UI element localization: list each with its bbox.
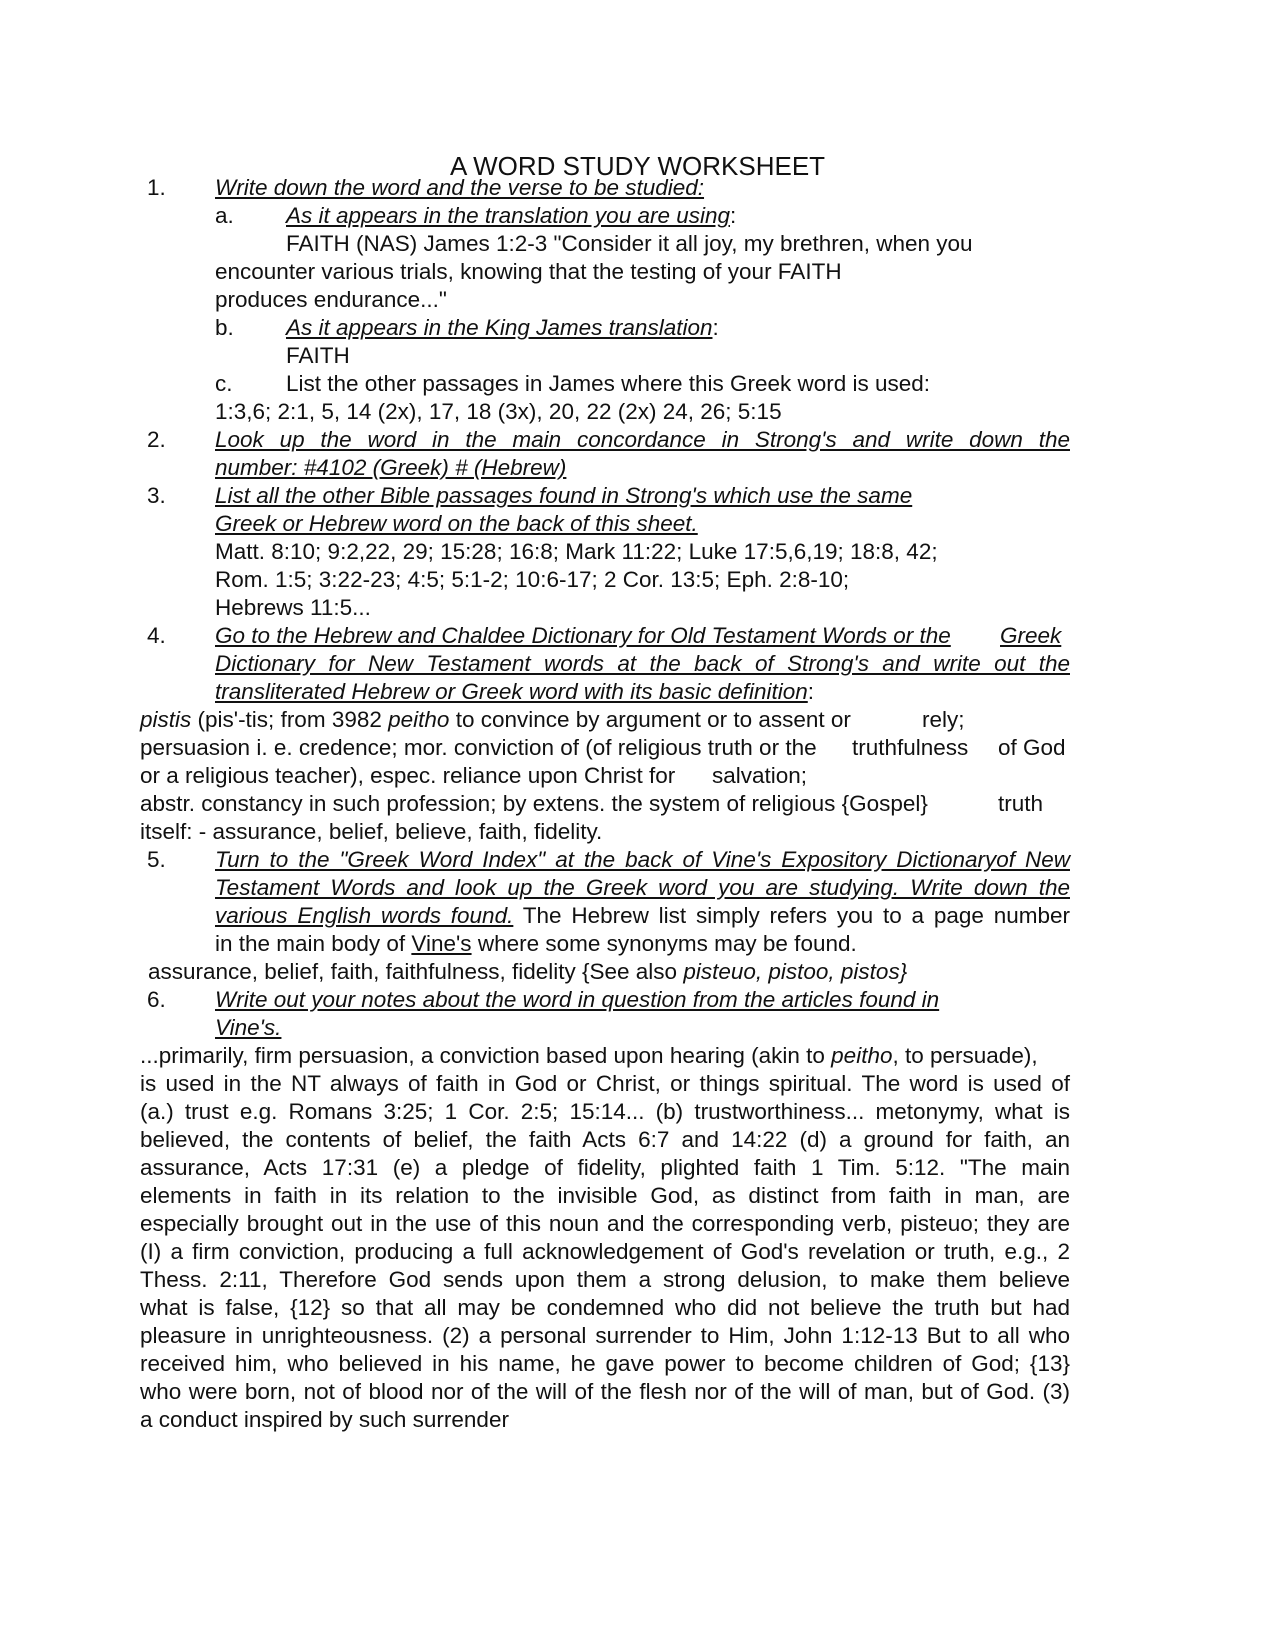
section-5-words-text: assurance, belief, faith, faithfulness, fidelity {See also <box>148 959 684 984</box>
definition-root-word: peitho <box>388 707 450 732</box>
section-1a-heading-text: As it appears in the translation you are using <box>286 203 731 228</box>
notes-line-5: assurance, Acts 17:31 (e) a pledge of fidelity, plighted faith 1 Tim. 5:12. "The main <box>140 1155 1070 1180</box>
section-1c-heading: List the other passages in James where this Greek word is used: <box>286 371 931 396</box>
section-1a-colon: : <box>730 203 737 228</box>
section-1b-colon: : <box>712 315 719 340</box>
section-3-line-2: Greek or Hebrew word on the back of this sheet. <box>215 511 698 536</box>
section-1-heading: Write down the word and the verse to be studied: <box>215 175 705 200</box>
section-1b-heading-text: As it appears in the King James translation <box>286 315 713 340</box>
section-5-line-2: Testament Words and look up the Greek word you are studying. Write down the <box>215 875 1070 900</box>
section-6-number: 6. <box>147 987 166 1012</box>
section-4-line-3-colon: : <box>807 679 815 704</box>
section-2-line-1: Look up the word in the main concordance in Strong's and write down the <box>215 427 1070 452</box>
definition-word: pistis <box>140 707 192 732</box>
notes-line-1-text: ...primarily, firm persuasion, a conviction based upon hearing (akin to <box>140 1043 832 1068</box>
section-1c-letter: c. <box>215 371 233 396</box>
page-title: A WORD STUDY WORKSHEET <box>449 151 826 181</box>
section-4-number: 4. <box>147 623 166 648</box>
definition-line-2-end: of God <box>998 735 1066 760</box>
section-5-line-4 <box>215 930 857 958</box>
section-6-line-1: Write out your notes about the word in question from the articles found in <box>215 987 940 1012</box>
section-3-line-1: List all the other Bible passages found in Strong's which use the same <box>215 483 913 508</box>
notes-line-1 <box>140 1042 1038 1070</box>
notes-line-8: (I) a firm conviction, producing a full acknowledgement of God's revelation or truth, e.g., 2 <box>140 1239 1070 1264</box>
section-2-line-2: number: #4102 (Greek) # (Hebrew) <box>215 455 567 480</box>
section-5-line-1: Turn to the "Greek Word Index" at the back of Vine's Expository Dictionaryof New <box>215 847 1070 872</box>
section-5-line-3 <box>215 902 1070 930</box>
section-1a-heading <box>286 202 736 230</box>
section-6-line-2: Vine's. <box>215 1015 282 1040</box>
notes-line-11: pleasure in unrighteousness. (2) a personal surrender to Him, John 1:12-13 But to all who <box>140 1323 1070 1348</box>
section-5-line-4-rest: where some synonyms may be found. <box>471 931 857 956</box>
section-3-passages-line-2: Rom. 1:5; 3:22-23; 4:5; 5:1-2; 10:6-17; 2 Cor. 13:5; Eph. 2:8-10; <box>215 567 850 592</box>
definition-line-4: abstr. constancy in such profession; by extens. the system of religious {Gospel} <box>140 791 928 816</box>
notes-line-3: (a.) trust e.g. Romans 3:25; 1 Cor. 2:5; 15:14... (b) trustworthiness... metonymy, what is <box>140 1099 1070 1124</box>
section-1b-word: FAITH <box>286 343 350 368</box>
notes-line-10: what is false, {12} so that all may be condemned who did not believe the truth but had <box>140 1295 1070 1320</box>
section-4-line-2: Dictionary for New Testament words at the back of Strong's and write out the <box>215 651 1070 676</box>
definition-line-4-end: truth <box>998 791 1044 816</box>
definition-line-1-rest: to convince by argument or to assent or <box>449 707 851 732</box>
section-1b-letter: b. <box>215 315 234 340</box>
definition-line-1 <box>140 706 851 734</box>
section-2-number: 2. <box>147 427 166 452</box>
section-5-see-also: pisteuo, pistoo, pistos} <box>683 959 908 984</box>
definition-line-3: or a religious teacher), espec. reliance upon Christ for <box>140 763 676 788</box>
section-1c-passages: 1:3,6; 2:1, 5, 14 (2x), 17, 18 (3x), 20, 22 (2x) 24, 26; 5:15 <box>215 399 782 424</box>
notes-line-13: who were born, not of blood nor of the will of the flesh nor of the will of man, but of God. (3) <box>140 1379 1070 1404</box>
notes-line-2: is used in the NT always of faith in God or Christ, or things spiritual. The word is used of <box>140 1071 1070 1096</box>
definition-line-3-end: salvation; <box>712 763 808 788</box>
notes-line-12: received him, who believed in his name, he gave power to become children of God; {13} <box>140 1351 1070 1376</box>
section-1b-heading <box>286 314 719 342</box>
notes-peitho: peitho <box>831 1043 893 1068</box>
definition-line-1-text: (pis'-tis; from 3982 <box>191 707 389 732</box>
notes-line-9: Thess. 2:11, Therefore God sends upon them a strong delusion, to make them believe <box>140 1267 1070 1292</box>
section-3-passages-line-3: Hebrews 11:5... <box>215 595 371 620</box>
section-5-line-3-heading: various English words found. <box>215 903 514 928</box>
section-1a-verse-line-2: encounter various trials, knowing that the testing of your FAITH <box>215 259 842 284</box>
definition-line-2: persuasion i. e. credence; mor. conviction of (of religious truth or the <box>140 735 817 760</box>
section-5-words-found <box>148 958 907 986</box>
notes-line-14: a conduct inspired by such surrender <box>140 1407 509 1432</box>
section-4-line-1-end: Greek <box>1000 623 1062 648</box>
section-1a-verse-line-1: FAITH (NAS) James 1:2-3 "Consider it all joy, my brethren, when you <box>286 231 973 256</box>
section-1a-letter: a. <box>215 203 234 228</box>
section-4-line-3-text: transliterated Hebrew or Greek word with its basic definition <box>215 679 808 704</box>
section-4-line-3 <box>215 678 814 706</box>
section-5-vines-link-text: Vine's <box>411 931 472 956</box>
section-4-line-1: Go to the Hebrew and Chaldee Dictionary for Old Testament Words or the <box>215 623 951 648</box>
definition-line-1-end: rely; <box>922 707 965 732</box>
notes-line-4: believed, the contents of belief, the faith Acts 6:7 and 14:22 (d) a ground for faith, an <box>140 1127 1070 1152</box>
notes-line-6: elements in faith in its relation to the invisible God, as distinct from faith in man, are <box>140 1183 1070 1208</box>
section-5-number: 5. <box>147 847 166 872</box>
section-3-passages-line-1: Matt. 8:10; 9:2,22, 29; 15:28; 16:8; Mark 11:22; Luke 17:5,6,19; 18:8, 42; <box>215 539 938 564</box>
notes-line-7: especially brought out in the use of this noun and the corresponding verb, pisteuo; they are <box>140 1211 1070 1236</box>
section-5-line-4-text: in the main body of <box>215 931 412 956</box>
section-1-number: 1. <box>147 175 166 200</box>
definition-line-5: itself: - assurance, belief, believe, faith, fidelity. <box>140 819 603 844</box>
notes-line-1-rest: , to persuade), <box>892 1043 1038 1068</box>
section-5-line-3-text: The Hebrew list simply refers you to a page number <box>513 903 1071 928</box>
section-1a-verse-line-3: produces endurance..." <box>215 287 447 312</box>
section-3-number: 3. <box>147 483 166 508</box>
definition-line-2-mid: truthfulness <box>852 735 969 760</box>
